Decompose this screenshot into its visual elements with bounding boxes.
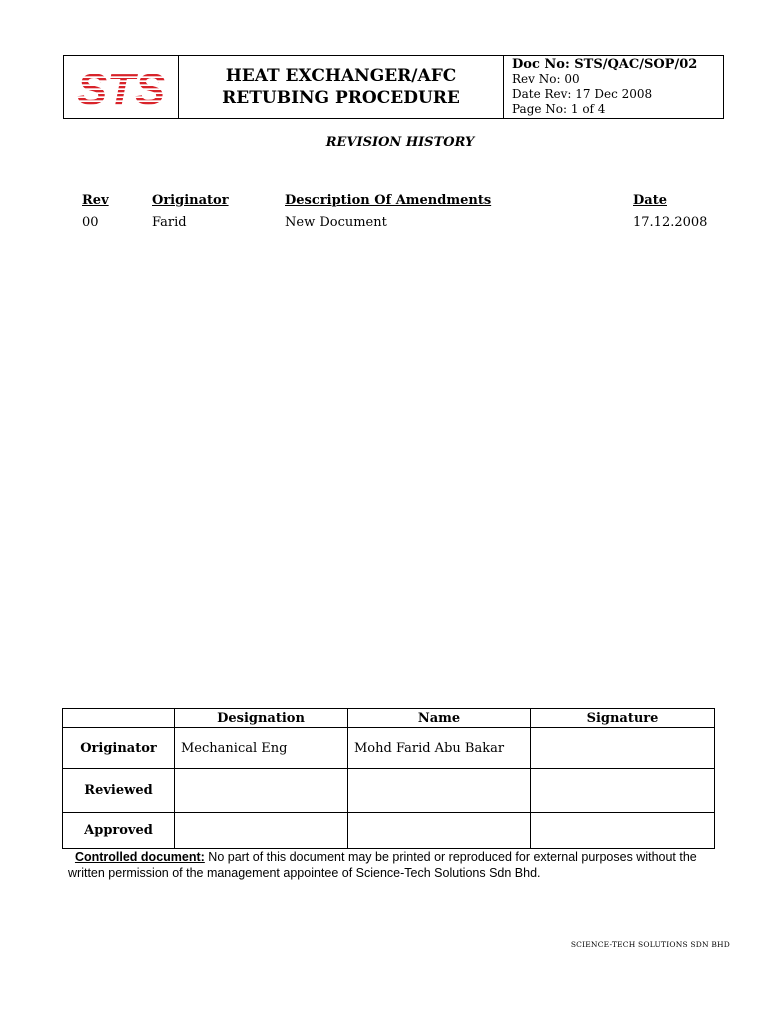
header-name: Name (348, 709, 531, 728)
col-rev: Rev (82, 193, 109, 208)
originator-value: Farid (152, 215, 187, 230)
col-originator: Originator (152, 193, 229, 208)
table-row (63, 769, 715, 813)
logo-cell (64, 56, 179, 118)
rev-number: Rev No: 00 (512, 72, 580, 86)
controlled-document-notice (68, 849, 730, 881)
logo-text: STS (77, 66, 165, 108)
header-signature: Signature (531, 709, 715, 728)
description-value: New Document (285, 215, 387, 230)
revision-history-title: REVISION HISTORY (325, 135, 475, 150)
row-label-originator: Originator (63, 728, 175, 769)
header-blank (63, 709, 175, 728)
table-row (63, 728, 715, 769)
doc-number: Doc No: STS/QAC/SOP/02 (512, 57, 698, 72)
signature-table-header (63, 709, 715, 728)
page-number: Page No: 1 of 4 (512, 102, 606, 116)
table-row (63, 813, 715, 849)
rev-value: 00 (82, 215, 99, 230)
signature-cell (531, 728, 715, 769)
signature-cell (531, 769, 715, 813)
row-label-reviewed: Reviewed (63, 769, 175, 813)
header-designation: Designation (175, 709, 348, 728)
row-label-approved: Approved (63, 813, 175, 849)
name-cell: Mohd Farid Abu Bakar (348, 728, 531, 769)
title-line-1: HEAT EXCHANGER/AFC (225, 66, 457, 86)
document-meta (504, 56, 723, 118)
col-date: Date (633, 193, 667, 208)
title-line-2: RETUBING PROCEDURE (222, 88, 460, 108)
name-cell (348, 813, 531, 849)
signature-table (62, 708, 715, 849)
sts-logo (75, 66, 167, 108)
date-rev: Date Rev: 17 Dec 2008 (512, 87, 653, 101)
designation-cell: Mechanical Eng (175, 728, 348, 769)
date-value: 17.12.2008 (633, 215, 708, 230)
name-cell (348, 769, 531, 813)
footer-company: SCIENCE-TECH SOLUTIONS SDN BHD (570, 940, 730, 949)
designation-cell (175, 769, 348, 813)
col-description: Description Of Amendments (285, 193, 492, 208)
notice-label: Controlled document: (74, 850, 205, 864)
document-title (179, 56, 504, 118)
designation-cell (175, 813, 348, 849)
document-header (63, 55, 724, 119)
signature-cell (531, 813, 715, 849)
notice-text: No part of this document may be printed or reproduced for external purposes without the written permission of the management appointee of Science-Tech Solutions Sdn Bhd. (68, 850, 697, 880)
